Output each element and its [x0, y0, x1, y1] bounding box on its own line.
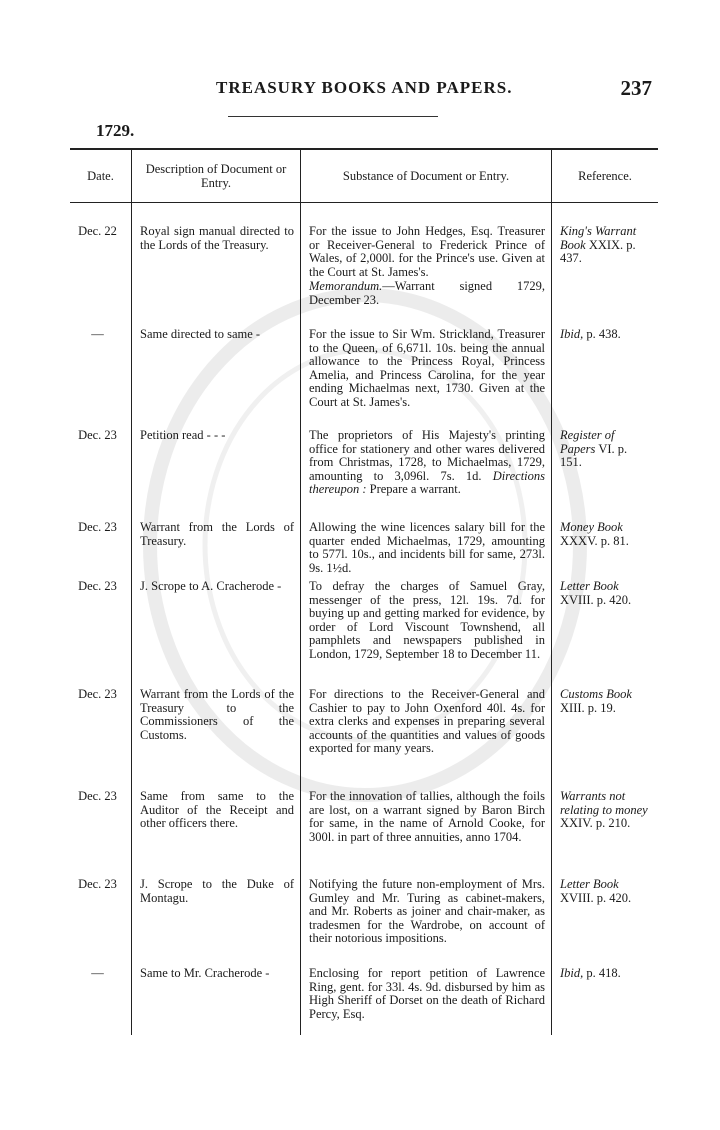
entry-description: Royal sign manual directed to the Lords of the Treasury.: [132, 221, 301, 324]
reference-location: XXIV. p. 210.: [560, 816, 631, 831]
entry-substance: For directions to the Receiver-General and Cashier to pay to John Oxenford 40l. 4s. for extra clerks and expenses in preparing several accounts of the quantities and values of goods exported for many years.: [301, 684, 552, 786]
table-row: [70, 324, 658, 425]
reference-location: XXIX. p. 437.: [560, 237, 636, 266]
table-row: [70, 684, 658, 786]
entry-reference: [552, 517, 658, 576]
reference-location: XVIII. p. 420.: [560, 890, 632, 905]
entry-description: Warrant from the Lords of Treasury.: [132, 517, 301, 576]
page-header: [96, 76, 656, 106]
entry-description: Same from same to the Auditor of the Receipt and other officers there.: [132, 786, 301, 874]
column-header-description: Description of Document or Entry.: [132, 150, 301, 202]
table-row: [70, 425, 658, 517]
reference-book: Letter Book: [560, 579, 619, 593]
entry-substance: Enclosing for report petition of Lawrence Ring, gent. for 33l. 4s. 9d. disbursed by him as High Sheriff of Dorset on the death of Richard Percy, Esq.: [301, 963, 552, 1035]
reference-location: VI. p. 151.: [560, 441, 628, 470]
entry-substance: Notifying the future non-employment of Mrs. Gumley and Mr. Turing as cabinet-makers, and Mr. Roberts as joiner and chair-maker, as tradesmen for the Wardrobe, on account of their notorious impositions.: [301, 874, 552, 963]
entry-date: —: [70, 963, 132, 1035]
entry-substance: For the innovation of tallies, although the foils are lost, on a warrant signed by Baron Birch for same, in the name of Arnold Cooke, for 300l. in part of three annuities, anno 1704.: [301, 786, 552, 874]
memorandum-text: —Warrant signed 1729, December 23.: [309, 279, 545, 307]
entry-date: Dec. 22: [70, 221, 132, 324]
reference-location: XIII. p. 19.: [560, 700, 616, 715]
entry-description: Petition read - - -: [132, 425, 301, 517]
entry-reference: [552, 874, 658, 963]
entry-reference: [552, 684, 658, 786]
reference-location: p. 438.: [586, 327, 621, 341]
memorandum-label: Memorandum.: [309, 279, 383, 294]
entry-reference: [552, 425, 658, 517]
entry-date: —: [70, 324, 132, 425]
table-row: [70, 576, 658, 684]
entry-substance: Allowing the wine licences salary bill for the quarter ended Michaelmas, 1729, amounting to 577l. 10s., and incidents bill for same, 273l. 9s. 1½d.: [301, 517, 552, 576]
table-row: [70, 517, 658, 576]
entry-substance: To defray the charges of Samuel Gray, messenger of the press, 12l. 19s. 7d. for buying up and getting marked for evidence, by order of Lord Viscount Townshend, all pamphlets and newspapers published in London, 1729, September 18 to December 11.: [301, 576, 552, 684]
entry-substance-text: For the issue to John Hedges, Esq. Treasurer or Receiver-General to Frederick Prince of Wales, of 2,000l. for the Prince's use. Given at the Court at St. James's.: [309, 224, 545, 279]
entry-substance: For the issue to Sir Wm. Strickland, Treasurer to the Queen, of 6,671l. 10s. being the annual allowance to the Princess Royal, Princess Amelia, and Princess Carolina, for the year ending Michaelmas next, 1730. Given at the Court at St. James's.: [301, 324, 552, 425]
entry-substance: [301, 425, 552, 517]
entry-description: Warrant from the Lords of the Treasury to the Commissioners of the Customs.: [132, 684, 301, 786]
entry-reference: [552, 324, 658, 425]
directions-label: Directions thereupon :: [309, 468, 546, 497]
page-number: 237: [620, 76, 652, 100]
reference-book: King's Warrant Book: [560, 224, 637, 252]
entry-date: Dec. 23: [70, 786, 132, 874]
entry-date: Dec. 23: [70, 425, 132, 517]
reference-location: p. 418.: [586, 966, 621, 980]
entry-description: J. Scrope to A. Cracherode -: [132, 576, 301, 684]
table-row: [70, 874, 658, 963]
column-header-substance: Substance of Document or Entry.: [301, 150, 552, 202]
directions-text: Prepare a warrant.: [369, 482, 461, 497]
entry-substance-text: The proprietors of His Majesty's printing office for stationery and other wares delivered from Christmas, 1728, to Michaelmas, 1729, amounting to 3,096l. 7s. 1d.: [309, 428, 545, 483]
entry-date: Dec. 23: [70, 517, 132, 576]
header-rule: [228, 116, 438, 117]
entry-description: Same to Mr. Cracherode -: [132, 963, 301, 1035]
reference-book: Customs Book: [560, 687, 632, 701]
table-row: [70, 221, 658, 324]
reference-book: Letter Book: [560, 877, 619, 891]
column-header-reference: Reference.: [578, 169, 632, 183]
entry-date: Dec. 23: [70, 576, 132, 684]
entry-reference: [552, 786, 658, 874]
reference-book: Money Book: [560, 520, 623, 534]
entry-description: J. Scrope to the Duke of Montagu.: [132, 874, 301, 963]
table-row: [70, 786, 658, 874]
entry-date: Dec. 23: [70, 684, 132, 786]
reference-book: Register of Papers: [560, 428, 615, 456]
reference-location: XXXV. p. 81.: [560, 533, 629, 548]
running-title: TREASURY BOOKS AND PAPERS.: [216, 78, 513, 97]
entry-description: Same directed to same -: [132, 324, 301, 425]
reference-book: Ibid,: [560, 327, 584, 341]
reference-location: XVIII. p. 420.: [560, 592, 632, 607]
entry-memorandum: [309, 280, 545, 307]
entry-date: Dec. 23: [70, 874, 132, 963]
entries-table: [70, 148, 658, 1035]
entry-reference: [552, 576, 658, 684]
table-row: [70, 963, 658, 1035]
year-heading: 1729.: [96, 121, 135, 140]
entry-reference: [552, 221, 658, 324]
reference-book: Ibid,: [560, 966, 584, 980]
entry-substance: [301, 221, 552, 324]
column-header-date: Date.: [70, 150, 132, 202]
entry-reference: [552, 963, 658, 1035]
reference-book: Warrants not relating to money: [560, 789, 648, 817]
table-header-row: [70, 150, 658, 203]
